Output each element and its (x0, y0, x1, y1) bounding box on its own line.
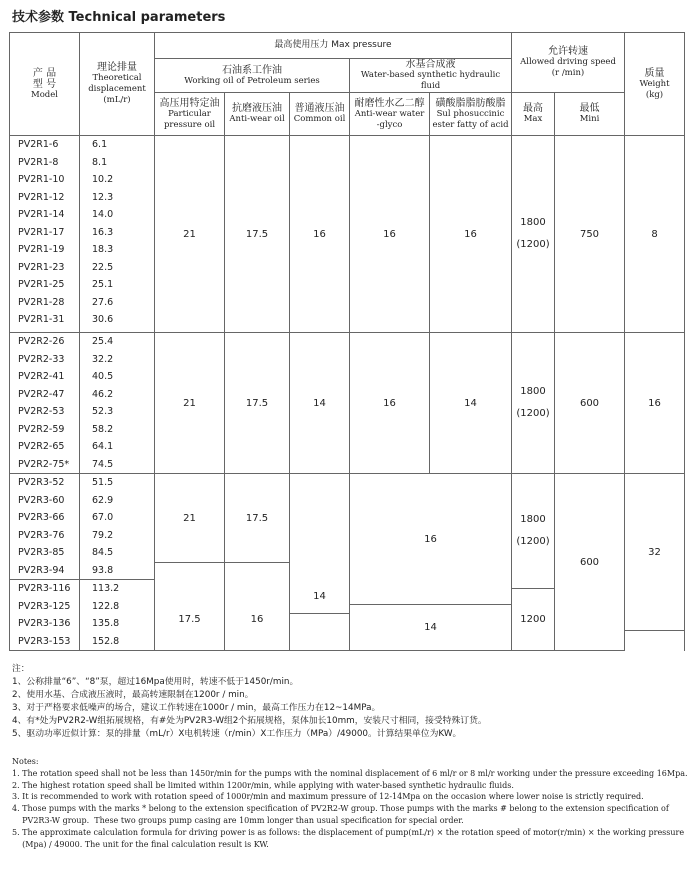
common-oil-value: 14 (290, 580, 350, 614)
note-en-5: 5. The approximate calculation formula for driving power is as follows: the displacement of pump(mL/r) × the rotation speed of motor(r/min) × the working pressure (12, 827, 685, 837)
model-list (18, 580, 79, 650)
list-item: PV2R1-19 (18, 244, 65, 255)
speed-max-value: 1800 (1200) (512, 333, 555, 474)
list-item: PV2R3-76 (18, 529, 65, 541)
list-item: PV2R2-26 (18, 336, 65, 347)
list-item: PV2R3-136 (18, 618, 71, 629)
displacement-list (92, 333, 154, 473)
displacement-list (92, 136, 154, 329)
water-based-header: 水基合成液 Water-based synthetic hydraulic fluid (350, 59, 512, 93)
list-item: 32.2 (92, 353, 114, 365)
list-item: 135.8 (92, 618, 120, 629)
note-cn-2: 2、使用水基、合成液压液时，最高转速限制在1200r / min。 (12, 690, 254, 700)
note-en-4: 4. Those pumps with the marks * belong to the extension specification of PV2R2-W group. Those pumps with the marks # belong to the extension specification of (12, 804, 669, 814)
water-based-value: 16 (350, 474, 512, 605)
note-cn-1: 1、公称排量“6”、“8”泵，超过16Mpa使用时，转速不低于1450r/min。 (12, 677, 299, 687)
ester-value: 14 (430, 333, 512, 474)
speed-min-value: 750 (555, 136, 625, 333)
list-item: 18.3 (92, 244, 114, 255)
max-pressure-header: 最高使用压力 Max pressure (155, 33, 512, 59)
notes-cn (12, 663, 487, 741)
list-item: 152.8 (92, 635, 120, 647)
common-oil-value: 14 (290, 333, 350, 474)
list-item: PV2R3-94 (18, 564, 65, 576)
list-item: 84.5 (92, 547, 114, 558)
model-list (10, 474, 80, 580)
list-item: PV2R2-33 (18, 353, 65, 365)
common-oil-header: 普通液压油 Common oil (290, 93, 350, 136)
particular-oil-header: 高压用特定油 Particular pressure oil (155, 93, 225, 136)
notes-en (12, 756, 688, 850)
list-item: 79.2 (92, 529, 114, 541)
particular-oil-value: 17.5 (155, 589, 225, 651)
notes-en-heading: Notes: (12, 757, 39, 766)
list-item: 27.6 (92, 296, 114, 308)
displacement-list (80, 333, 155, 474)
list-item: 67.0 (92, 512, 114, 523)
list-item: PV2R1-17 (18, 226, 65, 238)
weight-value: 16 (625, 333, 685, 474)
model-list (18, 333, 79, 473)
list-item: 93.8 (92, 564, 114, 576)
model-list (10, 333, 80, 474)
list-item: 25.1 (92, 279, 114, 290)
note-cn-5: 5、驱动功率近似计算：泵的排量（mL/r）X电机转速（r/min）X工作压力（MPa）/49000。计算结果单位为KW。 (12, 729, 462, 739)
speed-max-value: 1200 (512, 589, 555, 651)
glycol-header: 耐磨性水乙二醇 Anti-wear water -glyco (350, 93, 430, 136)
list-item: PV2R3-116 (18, 583, 71, 594)
list-item: PV2R3-125 (18, 600, 71, 612)
list-item: 14.0 (92, 209, 114, 220)
glycol-value: 16 (350, 333, 430, 474)
speed-max-value: 1800 (1200) (512, 474, 555, 589)
list-item: 25.4 (92, 336, 114, 347)
list-item: PV2R2-75* (18, 458, 70, 470)
weight-value: 32 (625, 474, 685, 631)
displacement-list (92, 474, 154, 579)
weight-value: 8 (625, 136, 685, 333)
table-row (10, 474, 685, 528)
list-item: PV2R1-12 (18, 191, 65, 203)
list-item: 58.2 (92, 423, 114, 435)
list-item: PV2R2-41 (18, 371, 65, 382)
speed-min-header: 最低 Mini (555, 93, 625, 136)
speed-max-value: 1800 (1200) (512, 136, 555, 333)
note-en-4b: PV2R3-W group. These two groups pump casing are 10mm longer than usual specification for special order. (12, 815, 464, 825)
speed-header: 允许转速 Allowed driving speed (r /min) (512, 33, 625, 93)
speed-min-value: 600 (555, 333, 625, 474)
model-list (18, 474, 79, 579)
list-item: 22.5 (92, 261, 114, 273)
list-item: PV2R1-6 (18, 139, 59, 150)
list-item: PV2R3-66 (18, 512, 65, 523)
ester-value: 14 (350, 605, 512, 651)
particular-oil-value: 21 (155, 333, 225, 474)
displacement-list (80, 474, 155, 580)
list-item: PV2R1-28 (18, 296, 65, 308)
list-item: PV2R3-85 (18, 547, 65, 558)
note-en-2: 2. The highest rotation speed shall be limited within 1200r/min, while applying with water-based synthetic hydraulic fluids. (12, 780, 514, 790)
list-item: 52.3 (92, 406, 114, 417)
ester-value: 16 (430, 136, 512, 333)
anti-wear-oil-value: 17.5 (225, 333, 290, 474)
tech-params-table (9, 32, 685, 651)
list-item: PV2R2-59 (18, 423, 65, 435)
speed-max-header: 最高 Max (512, 93, 555, 136)
model-list (10, 136, 80, 333)
displacement-list (92, 580, 154, 650)
anti-wear-oil-value: 16 (225, 589, 290, 651)
list-item: PV2R1-23 (18, 261, 65, 273)
model-list (10, 580, 80, 651)
list-item: 74.5 (92, 458, 114, 470)
notes-cn-heading: 注： (12, 664, 30, 674)
list-item: 64.1 (92, 441, 114, 452)
list-item: PV2R1-25 (18, 279, 65, 290)
particular-oil-value: 21 (155, 474, 225, 563)
displacement-list (80, 580, 155, 651)
page-title: 技术参数 Technical parameters (12, 10, 226, 25)
list-item: PV2R1-10 (18, 174, 65, 185)
list-item: 16.3 (92, 226, 114, 238)
table-row (10, 136, 685, 333)
list-item: PV2R2-65 (18, 441, 65, 452)
list-item: 51.5 (92, 477, 114, 488)
list-item: 6.1 (92, 139, 108, 150)
list-item: PV2R1-8 (18, 156, 59, 168)
list-item: 122.8 (92, 600, 120, 612)
list-item: PV2R1-31 (18, 314, 65, 325)
list-item: 8.1 (92, 156, 108, 168)
note-en-5b: (Mpa) / 49000. The unit for the final calculation result is KW. (12, 839, 269, 849)
list-item: 46.2 (92, 388, 114, 400)
common-oil-value: 16 (290, 136, 350, 333)
speed-min-value: 600 (555, 474, 625, 651)
list-item: 30.6 (92, 314, 114, 325)
petroleum-oil-header: 石油系工作油 Working oil of Petroleum series (155, 59, 350, 93)
note-en-3: 3. It is recommended to work with rotation speed of 1000r/min and maximum pressure of 12-14Mpa on the occasion where lower noise is strictly required. (12, 792, 644, 802)
list-item: PV2R3-60 (18, 494, 65, 506)
weight-header: 质量 Weight (kg) (625, 33, 685, 136)
list-item: PV2R3-52 (18, 477, 65, 488)
list-item: 40.5 (92, 371, 114, 382)
list-item: 10.2 (92, 174, 114, 185)
list-item: 12.3 (92, 191, 114, 203)
glycol-value: 16 (350, 136, 430, 333)
note-cn-3: 3、对于严格要求低噪声的场合，建议工作转速在1000r / min，最高工作压力在12~14MPa。 (12, 703, 381, 713)
list-item: 113.2 (92, 583, 120, 594)
table-row (10, 333, 685, 474)
list-item: 62.9 (92, 494, 114, 506)
particular-oil-value: 21 (155, 136, 225, 333)
displacement-list (80, 136, 155, 333)
anti-wear-oil-value: 17.5 (225, 474, 290, 563)
list-item: PV2R3-153 (18, 635, 71, 647)
note-en-1: 1. The rotation speed shall not be less than 1450r/min for the pumps with the nominal displacement of 6 ml/r or 8 ml/r working under the pressure exceeding 16Mpa. (12, 768, 688, 778)
list-item: PV2R2-53 (18, 406, 65, 417)
ester-header: 磺酸脂脂肪酸脂 Sul phosuccinic ester fatty of acid (430, 93, 512, 136)
displacement-header: 理论排量 Theoretical displacement (mL/r) (80, 33, 155, 136)
note-cn-4: 4、有*处为PV2R2-W组拓展规格，有#处为PV2R3-W组2个拓展规格，泵体加长10mm，安装尺寸相同，接受特殊订货。 (12, 716, 487, 726)
model-list (18, 136, 79, 329)
anti-wear-oil-header: 抗磨液压油 Anti-wear oil (225, 93, 290, 136)
anti-wear-oil-value: 17.5 (225, 136, 290, 333)
model-header: 产 品 型 号 Model (10, 33, 80, 136)
list-item: PV2R2-47 (18, 388, 65, 400)
list-item: PV2R1-14 (18, 209, 65, 220)
